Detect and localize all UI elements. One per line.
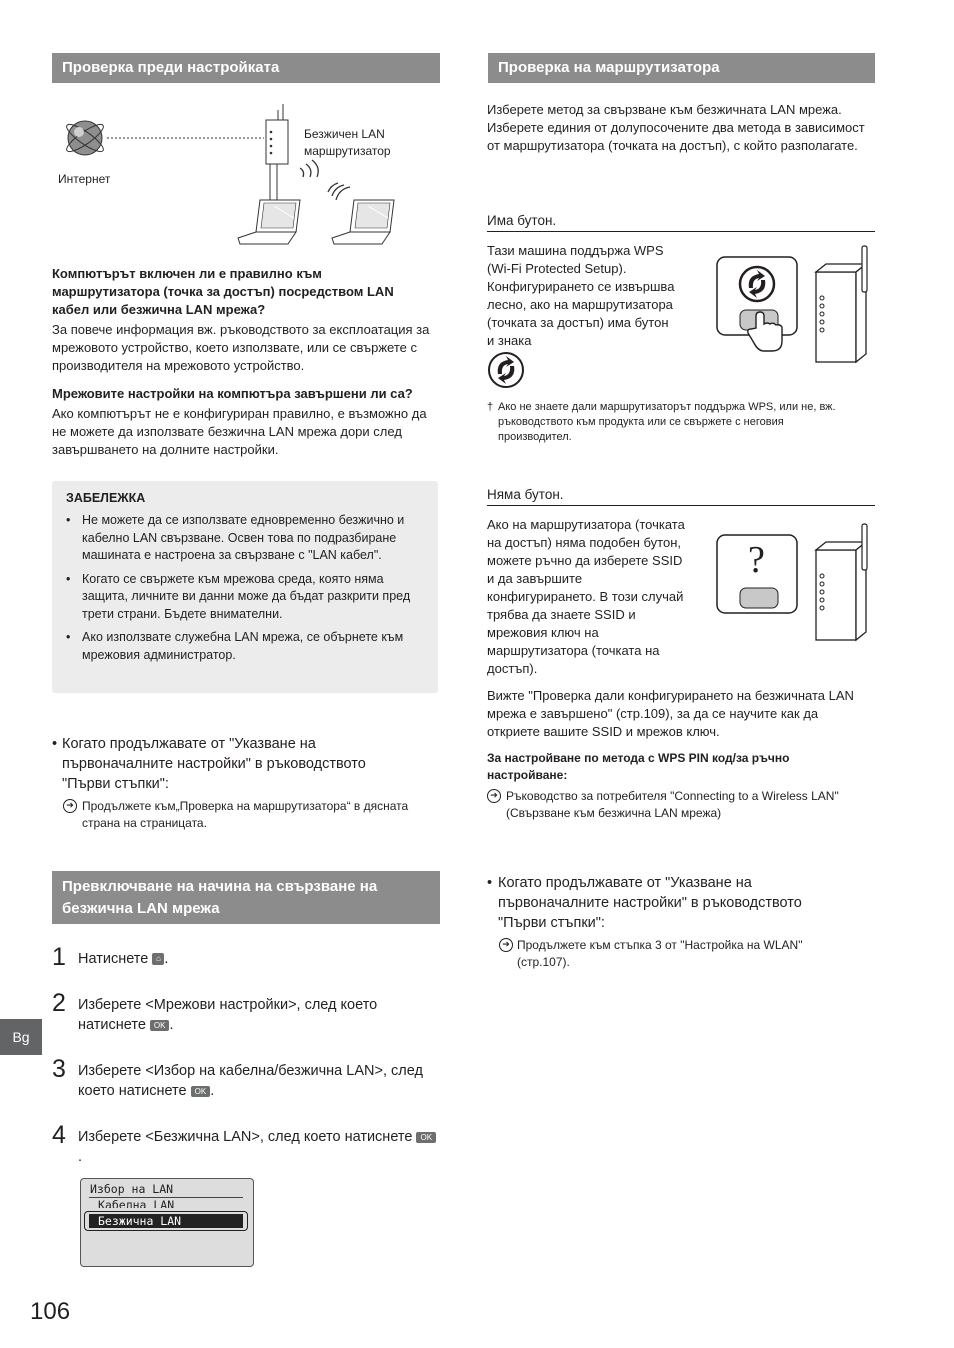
has-button-text: Тази машина поддържа WPS (Wi-Fi Protected Setup). Конфигурирането се извършва лесно, ако на маршрутизатора (точката за достъп) има бутон и знака bbox=[487, 243, 675, 348]
arrow-note bbox=[63, 798, 443, 832]
router-icon bbox=[266, 104, 288, 200]
page-number: 106 bbox=[30, 1298, 71, 1325]
lcd-option-wireless-label: Безжична LAN bbox=[89, 1214, 243, 1228]
info-paragraph: За повече информация вж. ръководството за експлоатация за мрежовото устройство, което използвате, или се свържете с производителя на мрежовото устройство. bbox=[52, 322, 430, 373]
step-3-text: Изберете <Избор на кабелна/безжична LAN>, след което натиснете bbox=[78, 1063, 423, 1099]
ok-key-icon: OK bbox=[150, 1020, 170, 1031]
lcd-screen bbox=[80, 1178, 254, 1267]
step-number: 2 bbox=[52, 989, 66, 1017]
ok-key-icon: OK bbox=[416, 1132, 436, 1143]
footnote bbox=[487, 400, 855, 445]
step-number: 1 bbox=[52, 943, 66, 971]
note-item: • Не можете да се използвате едновременно безжично и кабелно LAN свързване. Освен това по подразбиране машината е настроена за свързване с "LAN кабел". bbox=[52, 512, 424, 565]
arrow-circle-icon: ➔ bbox=[487, 789, 501, 803]
step-text: Натиснете ⌂ . bbox=[78, 951, 169, 967]
router-label-line2: маршрутизатор bbox=[304, 144, 391, 158]
section-header-check-before-setup: Проверка преди настройката bbox=[52, 53, 440, 83]
router-intro: Изберете метод за свързване към безжичната LAN мрежа. Изберете единия от долупосочените два метода в зависимост от маршрутизатора (точката на достъп), с който разполагате. bbox=[487, 102, 865, 153]
footnote-text: Ако не знаете дали маршрутизаторът поддържа WPS, или не, вж. ръководството към продукта или се свържете с неговия производител. bbox=[498, 401, 836, 443]
note-item: • Когато се свържете към мрежова среда, която няма защита, личните ви данни може да бъдат разкрити пред трети страни. Бъдете внимателни. bbox=[52, 571, 424, 624]
arrow-circle-icon: ➔ bbox=[499, 938, 513, 952]
wps-pin-reference bbox=[487, 788, 872, 822]
note-item: • Ако използвате служебна LAN мрежа, се обърнете към мрежовия администратор. bbox=[52, 629, 424, 664]
laptop-icon bbox=[238, 200, 300, 244]
note-list bbox=[52, 512, 424, 670]
see-reference: Вижте "Проверка дали конфигурирането на безжичната LAN мрежа е завършено" (стр.109), за да се научите как да откриете вашите SSID и мрежов ключ. bbox=[487, 688, 854, 739]
section-header-check-router: Проверка на маршрутизатора bbox=[488, 53, 875, 83]
step-2-text: Изберете <Мрежови настройки>, след което натиснете bbox=[78, 997, 378, 1033]
bullet-right-text: Когато продължавате от "Указване на първоначалните настройки" в ръководството "Първи стъпки": bbox=[498, 875, 802, 931]
question-settings: Мрежовите настройки на компютъра завършени ли са? bbox=[52, 386, 413, 401]
step-number: 3 bbox=[52, 1055, 66, 1083]
router-no-button-illustration bbox=[716, 520, 876, 646]
note-box bbox=[52, 481, 438, 693]
subheading-has-button: Има бутон. bbox=[487, 213, 875, 232]
warning-paragraph: Ако компютърът не е конфигуриран правилно, е възможно да не можете да използвате безжична LAN мрежа дори след завършването на долните настройки. bbox=[52, 406, 427, 457]
wps-icon bbox=[486, 350, 526, 390]
globe-icon bbox=[64, 120, 107, 155]
wps-pin-title: За настройване по метода с WPS PIN код/за ръчно настройване: bbox=[487, 751, 790, 782]
step-text: Изберете <Избор на кабелна/безжична LAN>, след което натиснете OK . bbox=[78, 1063, 423, 1099]
lcd-divider bbox=[89, 1197, 243, 1198]
router-label-line1: Безжичен LAN bbox=[304, 127, 385, 141]
bullet-continue: • Когато продължавате от "Указване на първоначалните настройки" в ръководството "Първи стъпки": bbox=[52, 734, 412, 794]
no-button-text: Ако на маршрутизатора (точката на достъп) няма подобен бутон, можете ръчно да изберете SSID и да завършите конфигурирането. В този случай трябва да знаете SSID и мрежовия ключ на маршрутизатора (точката на достъп). bbox=[487, 517, 685, 676]
laptop-icon bbox=[332, 200, 394, 244]
home-key-icon: ⌂ bbox=[152, 953, 164, 965]
bullet-text: Когато продължавате от "Указване на първоначалните настройки" в ръководството "Първи стъпки": bbox=[62, 736, 366, 792]
internet-label: Интернет bbox=[58, 172, 111, 186]
router-wps-button-illustration bbox=[716, 242, 876, 368]
bullet-continue-right: • Когато продължавате от "Указване на първоначалните настройки" в ръководството "Първи стъпки": bbox=[487, 873, 842, 933]
router-label bbox=[304, 126, 414, 160]
question-connection: Компютърът включен ли е правилно към маршрутизатора (точка за достъп) посредством LAN кабел или безжична LAN мрежа? bbox=[52, 266, 394, 317]
lcd-title: Избор на LAN bbox=[90, 1182, 174, 1196]
arrow-note-right bbox=[499, 937, 839, 971]
step-4-text: Изберете <Безжична LAN>, след което натиснете bbox=[78, 1129, 413, 1145]
section-header-switch-connection: Превключване на начина на свързване на безжична LAN мрежа bbox=[52, 871, 440, 924]
note-title: ЗАБЕЛЕЖКА bbox=[66, 491, 146, 505]
language-tab: Bg bbox=[0, 1019, 42, 1055]
arrow-note-right-text: Продължете към стъпка 3 от "Настройка на WLAN" (стр.107). bbox=[517, 938, 803, 969]
lcd-option-wired[interactable]: Кабелна LAN bbox=[98, 1199, 175, 1208]
subheading-no-button: Няма бутон. bbox=[487, 487, 875, 506]
wps-pin-reference-text: Ръководство за потребителя "Connecting to a Wireless LAN" (Свързване към безжична LAN мрежа) bbox=[506, 789, 839, 820]
step-text: Изберете <Безжична LAN>, след което натиснете OK. bbox=[78, 1127, 440, 1167]
lcd-option-wireless[interactable] bbox=[84, 1211, 248, 1231]
step-text: Изберете <Мрежови настройки>, след което натиснете OK . bbox=[78, 997, 378, 1033]
step-number: 4 bbox=[52, 1121, 66, 1149]
dagger-mark: † bbox=[487, 401, 494, 413]
step-1-text: Натиснете bbox=[78, 951, 149, 967]
ok-key-icon: OK bbox=[191, 1086, 211, 1097]
arrow-circle-icon: ➔ bbox=[63, 799, 77, 813]
wifi-waves-icon bbox=[300, 160, 350, 200]
question-mark: ? bbox=[748, 539, 765, 581]
arrow-note-text: Продължете към„Проверка на маршрутизатора“ в дясната страна на страницата. bbox=[82, 799, 409, 830]
